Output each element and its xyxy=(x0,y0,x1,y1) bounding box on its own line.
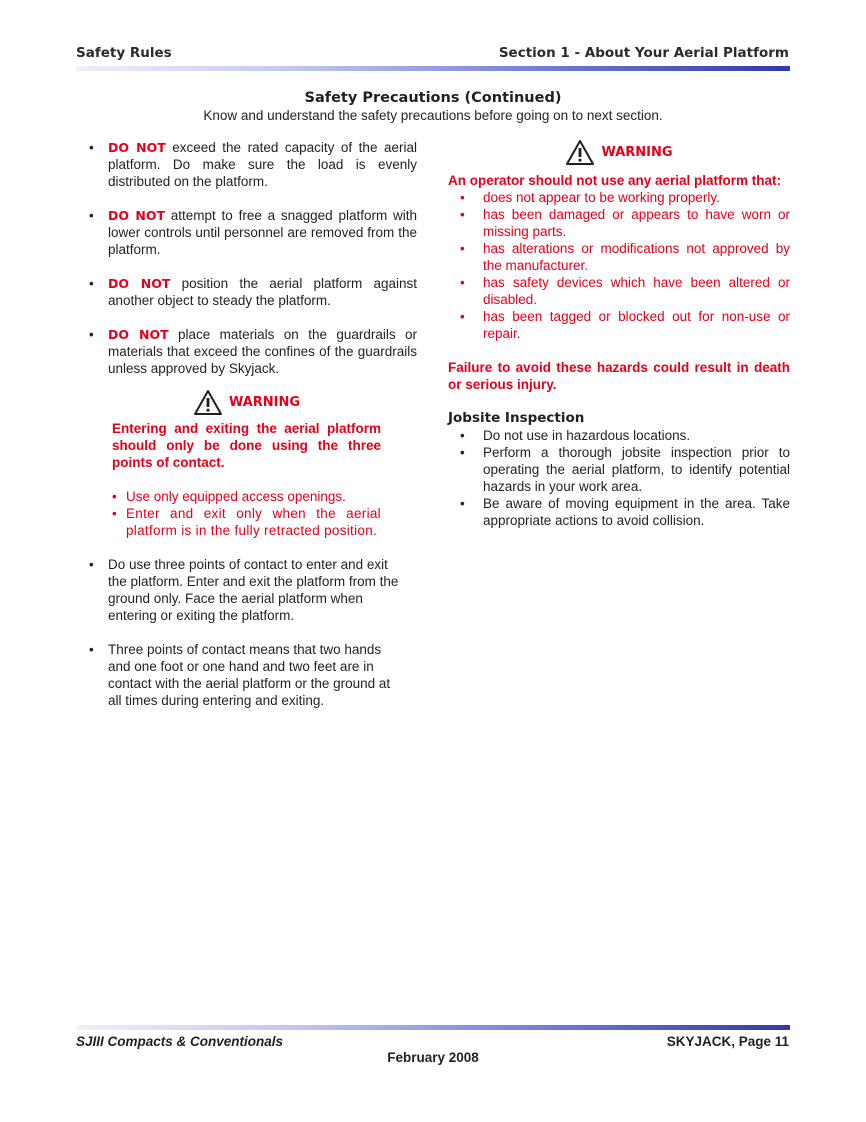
left-column xyxy=(76,139,417,709)
warning-heading xyxy=(112,389,381,416)
list-item: • Use only equipped access openings. xyxy=(112,489,346,504)
warning-triangle-icon xyxy=(565,139,595,166)
list-item-text: has safety devices which have been altered or disabled. xyxy=(483,275,790,307)
warning-box xyxy=(76,389,417,539)
list-item-text: Do use three points of contact to enter and exit the platform. Enter and exit the platform from the ground only. Face the aerial platform when entering or exiting the platform. xyxy=(108,557,399,623)
footer-page-number: SKYJACK, Page 11 xyxy=(666,1034,789,1049)
warning-heading xyxy=(448,139,790,166)
do-not-label: DO NOT xyxy=(108,327,169,342)
list-item: • DO NOT exceed the rated capacity of the aerial platform. Do make sure the load is evenly distributed on the platform. xyxy=(89,140,417,189)
warning-list xyxy=(112,488,381,539)
warning-conclusion: Failure to avoid these hazards could result in death or serious injury. xyxy=(448,360,790,392)
list-item-text: has alterations or modifications not approved by the manufacturer. xyxy=(483,241,790,273)
footer-date: February 2008 xyxy=(387,1050,479,1065)
warning-label: WARNING xyxy=(228,395,301,410)
do-not-label: DO NOT xyxy=(108,208,165,223)
list-item: • Be aware of moving equipment in the area. Take appropriate actions to avoid collision. xyxy=(460,496,790,528)
list-item: • has alterations or modifications not approved by the manufacturer. xyxy=(460,241,790,273)
right-column xyxy=(448,139,790,529)
list-item: • DO NOT position the aerial platform against another object to steady the platform. xyxy=(89,276,418,308)
list-item-text: attempt to free a snagged platform with lower controls until personnel are removed from the platform. xyxy=(108,208,418,257)
warning-triangle-icon xyxy=(193,389,223,416)
list-item-text: Do not use in hazardous locations. xyxy=(483,428,691,443)
list-item: • has safety devices which have been altered or disabled. xyxy=(460,275,790,307)
list-item: • Enter and exit only when the aerial platform is in the fully retracted position. xyxy=(112,506,381,538)
list-item-text: Perform a thorough jobsite inspection prior to operating the aerial platform, to identify potential hazards in your work area. xyxy=(483,445,790,494)
jobsite-heading: Jobsite Inspection xyxy=(448,410,585,426)
list-item: • Do not use in hazardous locations. xyxy=(460,428,691,443)
list-item: • has been damaged or appears to have worn or missing parts. xyxy=(460,207,790,239)
list-item-text: Enter and exit only when the aerial platform is in the fully retracted position. xyxy=(126,506,381,538)
do-not-label: DO NOT xyxy=(108,140,166,155)
list-item-text: Use only equipped access openings. xyxy=(126,489,346,504)
list-item-text: has been tagged or blocked out for non-use or repair. xyxy=(483,309,790,341)
list-item-text: Be aware of moving equipment in the area. Take appropriate actions to avoid collision. xyxy=(483,496,790,528)
list-item: • Do use three points of contact to enter and exit the platform. Enter and exit the platform from the ground only. Face the aerial platform when entering or exiting the platform. xyxy=(89,557,399,623)
warning-label: WARNING xyxy=(601,145,673,160)
list-item: • does not appear to be working properly. xyxy=(460,190,720,205)
page-title: Safety Precautions (Continued) xyxy=(304,90,562,106)
list-item-text: place materials on the guardrails or materials that exceed the confines of the guardrails unless approved by Skyjack. xyxy=(108,327,418,376)
warning-text: Entering and exiting the aerial platform should only be done using the three points of contact. xyxy=(112,421,381,470)
list-item: • DO NOT place materials on the guardrails or materials that exceed the confines of the guardrails unless approved by Skyjack. xyxy=(89,327,418,376)
list-item-text: exceed the rated capacity of the aerial platform. Do make sure the load is evenly distributed on the platform. xyxy=(108,140,417,189)
footer-rule xyxy=(76,1025,790,1030)
list-item: • has been tagged or blocked out for non-use or repair. xyxy=(460,309,790,341)
jobsite-list xyxy=(448,427,790,529)
list-item-text: position the aerial platform against another object to steady the platform. xyxy=(108,276,418,308)
list-item-text: Three points of contact means that two hands and one foot or one hand and two feet are in contact with the aerial platform or the ground at all times during entering and exiting. xyxy=(108,642,391,708)
list-item: • Perform a thorough jobsite inspection prior to operating the aerial platform, to identify potential hazards in your work area. xyxy=(460,445,790,494)
warning-intro: An operator should not use any aerial platform that: xyxy=(448,173,782,188)
warning-list xyxy=(448,189,790,342)
list-item-text: does not appear to be working properly. xyxy=(483,190,720,205)
do-not-label: DO NOT xyxy=(108,276,171,291)
list-item: • DO NOT attempt to free a snagged platform with lower controls until personnel are removed from the platform. xyxy=(89,208,418,257)
header-chapter-title: Section 1 - About Your Aerial Platform xyxy=(498,45,789,61)
footer-manual-title: SJIII Compacts & Conventionals xyxy=(76,1034,284,1049)
header-rule xyxy=(76,66,790,71)
header-section-title: Safety Rules xyxy=(76,45,172,61)
list-item-text: has been damaged or appears to have worn or missing parts. xyxy=(483,207,790,239)
page-subtitle: Know and understand the safety precautions before going on to next section. xyxy=(203,108,663,123)
list-item: • Three points of contact means that two hands and one foot or one hand and two feet are in contact with the aerial platform or the ground at all times during entering and exiting. xyxy=(89,642,391,708)
